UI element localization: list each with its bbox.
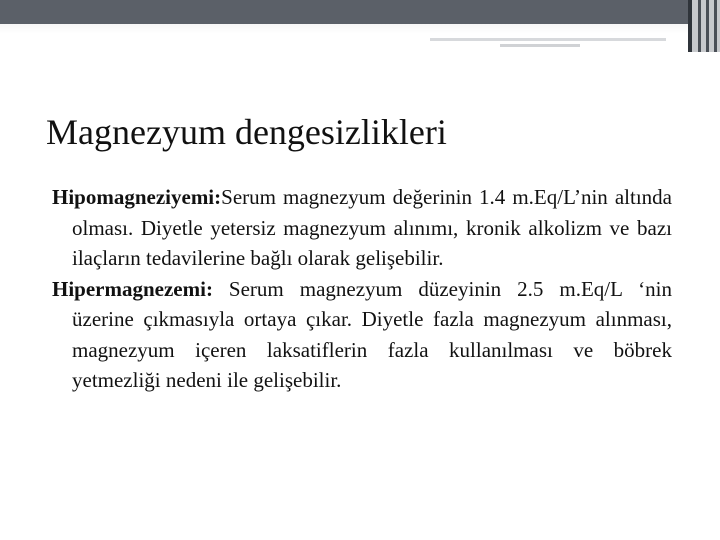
top-decorative-bar <box>0 0 720 24</box>
paragraph-hypermagnesemia <box>52 274 672 396</box>
corner-decoration <box>688 0 720 52</box>
paragraph-text: Serum magnezyum değerinin 1.4 m.Eq/L’nin altında olması. Diyetle yetersiz magnezyum alınımı, kronik alkolizm ve bazı ilaçların tedavilerine bağlı olarak gelişebilir. <box>72 185 672 270</box>
corner-stripe <box>714 0 717 52</box>
header-shadow <box>0 24 688 34</box>
header-accent-line <box>430 38 666 41</box>
paragraph-text: Serum magnezyum düzeyinin 2.5 m.Eq/L ‘nin üzerine çıkmasıyla ortaya çıkar. Diyetle fazla magnezyum alınması, magnezyum içeren laksatiflerin fazla kullanılması ve böbrek yetmezliği nedeni ile gelişebilir. <box>72 276 672 392</box>
slide-title: Magnezyum dengesizlikleri <box>46 112 447 152</box>
header-accent-line-short <box>500 44 580 47</box>
paragraph-hypomagnesemia <box>52 182 672 274</box>
slide-body <box>52 182 672 396</box>
corner-stripe <box>698 0 701 52</box>
term-label: Hipermagnezemi: <box>52 276 213 301</box>
corner-stripe <box>706 0 709 52</box>
term-label: Hipomagneziyemi: <box>52 185 222 209</box>
